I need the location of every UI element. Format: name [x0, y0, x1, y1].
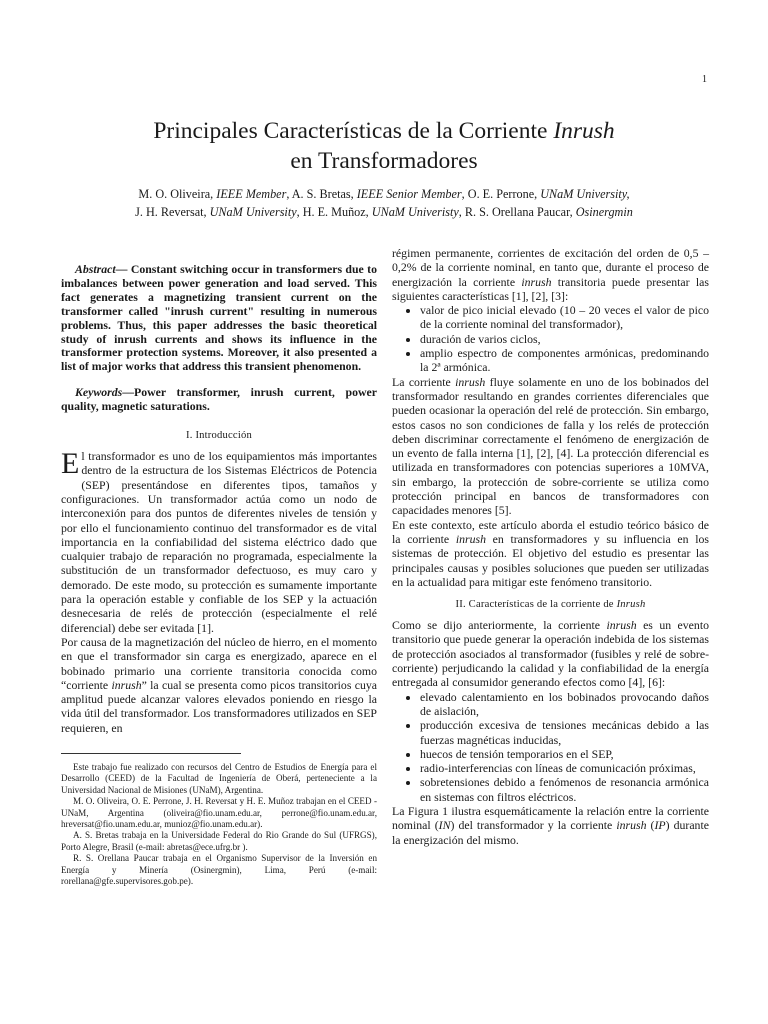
inrush-term: inrush	[521, 274, 552, 289]
list-item: • elevado calentamiento en los bobinados provocando daños de aislación,	[420, 690, 709, 719]
drop-cap: E	[61, 447, 80, 481]
paragraph-context	[392, 518, 709, 589]
keywords-dash: —	[122, 385, 134, 400]
paragraph-text: La Figura 1 ilustra esquemáticamente la relación entre la corriente nominal (	[392, 803, 709, 833]
section-heading-introduction: I. Introducción	[186, 430, 252, 442]
author-name: , R. S. Orellana Paucar,	[458, 205, 576, 219]
section-heading-characteristics	[392, 599, 709, 610]
footnote: M. O. Oliveira, O. E. Perrone, J. H. Reversat y H. E. Muñoz trabajan en el CEED -UNaM, Argentina (oliveira@fio.unam.edu.ar, perrone@fio.unam.edu.ar, hreversat@fio.unam.edu.ar, munioz@fio.unam.edu.ar).	[61, 796, 377, 830]
paragraph-text: Como se dijo anteriormente, la corriente	[392, 618, 607, 633]
footnote-divider	[61, 753, 241, 754]
author-affiliation: Osinergmin	[575, 205, 633, 219]
author-name: , A. S. Bretas,	[286, 187, 357, 201]
paragraph-differential	[392, 375, 709, 518]
author-name: , O. E. Perrone,	[461, 187, 541, 201]
inrush-term: inrush	[455, 374, 486, 389]
list-item: • producción excesiva de tensiones mecánicas debido a las fuerzas magnéticas inducidas,	[420, 718, 709, 747]
list-item: • huecos de tensión temporarios en el SEP,	[420, 747, 709, 761]
list-item: • duración de varios ciclos,	[420, 332, 709, 346]
paragraph-text: En este contexto, este artículo aborda el estudio teórico básico de la corriente	[392, 517, 709, 546]
paragraph-text-cont: fluye solamente en uno de los bobinados del transformador resultando en grandes corrientes diferenciales que pueden ocasionar la operación del relé de protección. Sin embargo, estos casos no son condiciones de falla y los relés de protección deben discriminar correctamente el fenómeno de energización de un evento de falla interna [1], [2], [4]. La protección diferencial es utilizada en transformadores con potencias superiores a 10MVA, sin embargo, la protección de sobre-corriente se utiliza como protección principal en bancos de transformadores con capacidades menores [5].	[392, 374, 709, 518]
intro-paragraph-1-text: l transformador es uno de los equipamientos más importantes dentro de la estructura de los Sistemas Eléctricos de Potencia (SEP) presentándose en diferentes tipos, tamaños y configuraciones. Un transformador actúa como un nodo de interconexión para dos puntos de diferentes niveles de tensión y por ello el funcionamiento continuo del transformador es de vital importancia en la confiabilidad del sistema eléctrico dado que cualquier trabajo de reparación no programada, especialmente la substitución de un transformador defectuoso, es muy caro y demorado. De este modo, su protección es sumamente importante para la operación estable y confiable de los SEP y la actuación desnecesaria de relés de protección (especialmente el relé diferencial) debe ser evitada [1].	[61, 449, 377, 635]
abstract-dash: —	[115, 262, 131, 276]
paragraph-text-cont: en transformadores y su influencia en los sistemas de protección. El objetivo del estudio es presentar las principales causas y posibles soluciones que pueden ser utilizadas en la actualidad para mitigar este fenómeno transitorio.	[392, 531, 709, 589]
paragraph-text: La corriente	[392, 374, 456, 389]
author-affiliation: UNaM Univeristy	[371, 205, 459, 219]
title-line2: en Transformadores	[290, 148, 478, 174]
abstract-label: Abstract	[75, 262, 116, 276]
title-line1-italic: Inrush	[553, 118, 615, 144]
paragraph-text-cont: ) del transformador y la corriente	[450, 818, 617, 833]
paragraph-inrush-characteristics	[392, 246, 709, 303]
inrush-term: inrush	[455, 531, 486, 546]
inrush-term: inrush	[111, 677, 142, 692]
inrush-term: inrush	[606, 618, 637, 633]
footnote: A. S. Bretas trabaja en la Universidade Federal do Rio Grande do Sul (UFRGS), Porto Alegre, Brasil (e-mail: abretas@ece.ufrg.br ).	[61, 830, 377, 852]
author-affiliation: UNaM University,	[540, 187, 630, 201]
title-line1: Principales Características de la Corriente	[153, 118, 554, 144]
list-item: • valor de pico inicial elevado (10 – 20 veces el valor de pico de la corriente nominal del transformador),	[420, 303, 709, 332]
footnote: R. S. Orellana Paucar trabaja en el Organismo Supervisor de la Inversión en Energía y Minería (Osinergmin), Lima, Perú (e-mail: rorellana@gfe.supervisores.gob.pe).	[61, 853, 377, 887]
characteristics-list	[392, 303, 709, 374]
abstract	[61, 263, 377, 374]
list-item: • sobretensiones debido a fenómenos de resonancia armónica en sistemas con filtros eléctricos.	[420, 775, 709, 804]
author-affiliation: IEEE Senior Member	[356, 187, 462, 201]
paragraph-text-cont: ) durante la energización del mismo.	[392, 818, 709, 847]
author-name: , H. E. Muñoz,	[296, 205, 372, 219]
intro-paragraph-1	[61, 449, 377, 635]
paragraph-text-cont: transitoria puede presentar las siguientes características [1], [2], [3]:	[392, 274, 709, 303]
paragraph-figure-ref	[392, 804, 709, 847]
paper-title	[40, 116, 728, 176]
intro-paragraph-2-text: Por causa de la magnetización del núcleo de hierro, en el momento en que el transformador sin carga es energizado, aparece en el bobinado primario una corriente transitoria conocida como “corriente	[61, 634, 377, 692]
right-column	[392, 246, 709, 847]
footnote: Este trabajo fue realizado con recursos del Centro de Estudios de Energía para el Desarrollo (CEED) de la Facultad de Ingeniería de Oberá, perteneciente a la Universidad Nacional de Misiones (UNaM), Argentina.	[61, 762, 377, 795]
abstract-text: Constant switching occur in transformers due to imbalances between power generation and load served. This fact generates a magnetizing transient current on the transformer called "inrush current" resulting in numerous problems. Thus, this paper addresses the basic theoretical study of inrush currents and shows its influence in the transformer protection systems. Moreover, it also presented a list of major works that address this transient phenomenon.	[61, 262, 378, 374]
intro-paragraph-2-text-cont: ” la cual se presenta como picos transitorios cuya amplitud puede alcanzar valores elevados poniendo en riesgo la vida útil del transformador. Los transformadores utilizados en SEP requieren, en	[61, 677, 377, 735]
peak-current-symbol: IP	[654, 818, 666, 833]
paragraph-text-cont: (	[646, 818, 655, 833]
author-list	[40, 185, 728, 221]
list-item: • radio-interferencias con líneas de comunicación próximas,	[420, 761, 709, 775]
paragraph-text: régimen permanente, corrientes de excitación del orden de 0,5 – 0,2% de la corriente nominal, en tanto que, durante el proceso de energización la corriente	[392, 246, 709, 289]
keywords-text: Power transformer, inrush current, power quality, magnetic saturations.	[61, 385, 377, 414]
author-name: M. O. Oliveira,	[138, 187, 217, 201]
list-item: • amplio espectro de componentes armónicas, predominando la 2ª armónica.	[420, 346, 709, 375]
section-heading-italic: Inrush	[616, 599, 646, 611]
left-column	[61, 263, 377, 887]
section-heading-text: II. Características de la corriente de	[455, 599, 617, 611]
keywords	[61, 386, 377, 414]
keywords-label: Keywords	[75, 385, 123, 400]
effects-list	[392, 690, 709, 804]
author-affiliation: UNaM University	[209, 205, 297, 219]
author-name: J. H. Reversat,	[135, 205, 210, 219]
inrush-term: inrush	[616, 818, 647, 833]
paragraph-effects	[392, 618, 709, 689]
paragraph-text-cont: es un evento transitorio que puede generar la operación indebida de los sistemas de protección asociados al transformador (fusibles y relé de sobre-corriente) perjudicando la calidad y la confiabilidad de la energía entregada al consumidor generando efectos como [4], [6]:	[392, 618, 709, 690]
nominal-current-symbol: IN	[438, 818, 451, 833]
author-affiliation: IEEE Member	[216, 187, 287, 201]
intro-paragraph-2	[61, 635, 377, 735]
page-number: 1	[702, 74, 707, 85]
